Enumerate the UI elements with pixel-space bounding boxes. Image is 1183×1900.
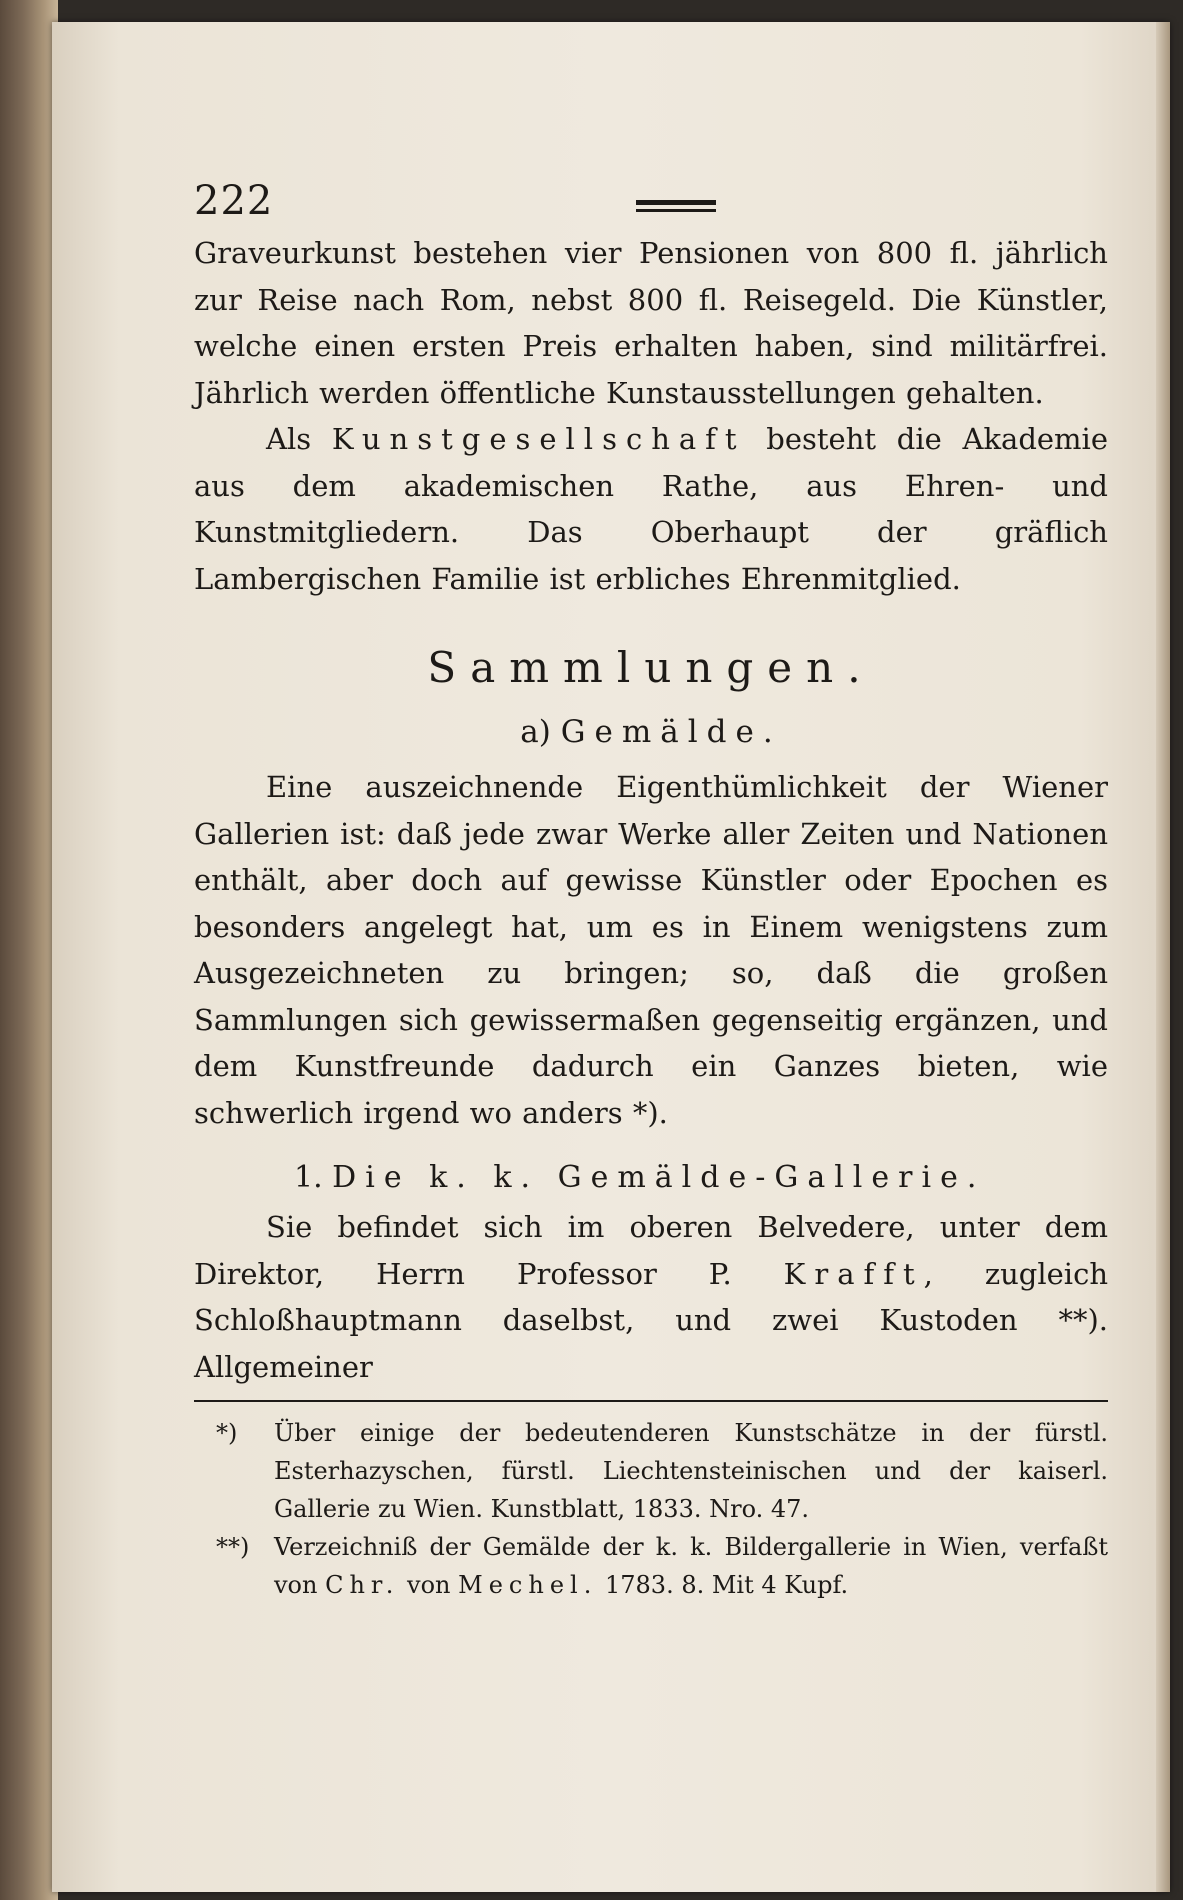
spaced-name-mechel: Mechel. <box>458 1571 598 1599</box>
item-title <box>194 1152 1108 1204</box>
footnote-2 <box>194 1528 1108 1604</box>
spaced-name-chr: Chr. <box>325 1571 400 1599</box>
subsection-title <box>194 706 1108 758</box>
subsection-label: a) <box>520 714 551 750</box>
book-page <box>52 22 1170 1892</box>
footnote-mark: **) <box>216 1533 250 1561</box>
footnote-lead: Verzeichniß der Gemälde der k. k. Bildergallerie in Wien, verfaßt von <box>274 1533 1108 1599</box>
spaced-term-kunstgesellschaft: Kunstgesellschaft <box>331 422 746 456</box>
paragraph-vienna-galleries: Eine auszeichnende Eigenthümlichkeit der Wiener Gallerien ist: daß jede zwar Werke aller Zeiten und Nationen enthält, aber doch auf gewisse Künstler oder Epochen es besonders angelegt hat, um es in Einem wenigstens zum Ausgezeichneten zu bringen; so, daß die großen Sammlungen sich gewissermaßen gegenseitig ergänzen, und dem Kunstfreunde dadurch ein Ganzes bieten, wie schwerlich irgend wo anders *). <box>194 770 1108 1130</box>
page-content <box>194 160 1108 1604</box>
header-ornament-rule <box>636 200 716 214</box>
footnote-rest: 1783. 8. Mit 4 Kupf. <box>604 1571 849 1599</box>
paragraph-art-society <box>194 416 1108 602</box>
footnote-mark: *) <box>216 1419 238 1447</box>
paragraph-lead: Als <box>266 422 312 456</box>
paragraph-rest: besteht die Akademie aus dem akademischen Rathe, aus Ehren- und Kunstmitgliedern. Das Oberhaupt der gräflich Lambergischen Familie ist erbliches Ehrenmitglied. <box>194 422 1108 596</box>
item-name: Die k. k. Gemälde-Gallerie. <box>332 1160 986 1195</box>
footnote-middle: von <box>407 1571 451 1599</box>
spaced-name-krafft: Krafft <box>783 1256 924 1291</box>
footnote-text: Über einige der bedeutenderen Kunstschätze in der fürstl. Esterhazyschen, fürstl. Liechtensteinischen und der kaiserl. Gallerie zu Wien. Kunstblatt, 1833. Nro. 47. <box>274 1419 1108 1523</box>
paragraph-rest: , zugleich Schloßhauptmann daselbst, und zwei Kustoden **). Allgemeiner <box>194 1256 1108 1384</box>
item-number: 1. <box>294 1160 323 1195</box>
page-number: 222 <box>194 178 274 224</box>
footnotes <box>194 1414 1108 1604</box>
page-edge <box>1156 22 1170 1892</box>
paragraph-academy-pensions: Graveurkunst bestehen vier Pensionen von 800 fl. jährlich zur Reise nach Rom, nebst 800 fl. Reisegeld. Die Künstler, welche einen ersten Preis erhalten haben, sind militärfrei. Jährlich werden öffentliche Kunstausstellungen gehalten. <box>194 236 1108 410</box>
paragraph-belvedere <box>194 1204 1108 1390</box>
footnote-1 <box>194 1414 1108 1528</box>
section-title: Sammlungen. <box>427 643 875 692</box>
footnote-divider <box>194 1400 1108 1402</box>
paragraph-lead: Sie befindet sich im oberen Belvedere, unter dem Direktor, Herrn Professor P. <box>194 1210 1108 1291</box>
subsection-name: Gemälde. <box>560 714 782 750</box>
page-header <box>194 160 1108 230</box>
book-spine <box>0 0 58 1900</box>
